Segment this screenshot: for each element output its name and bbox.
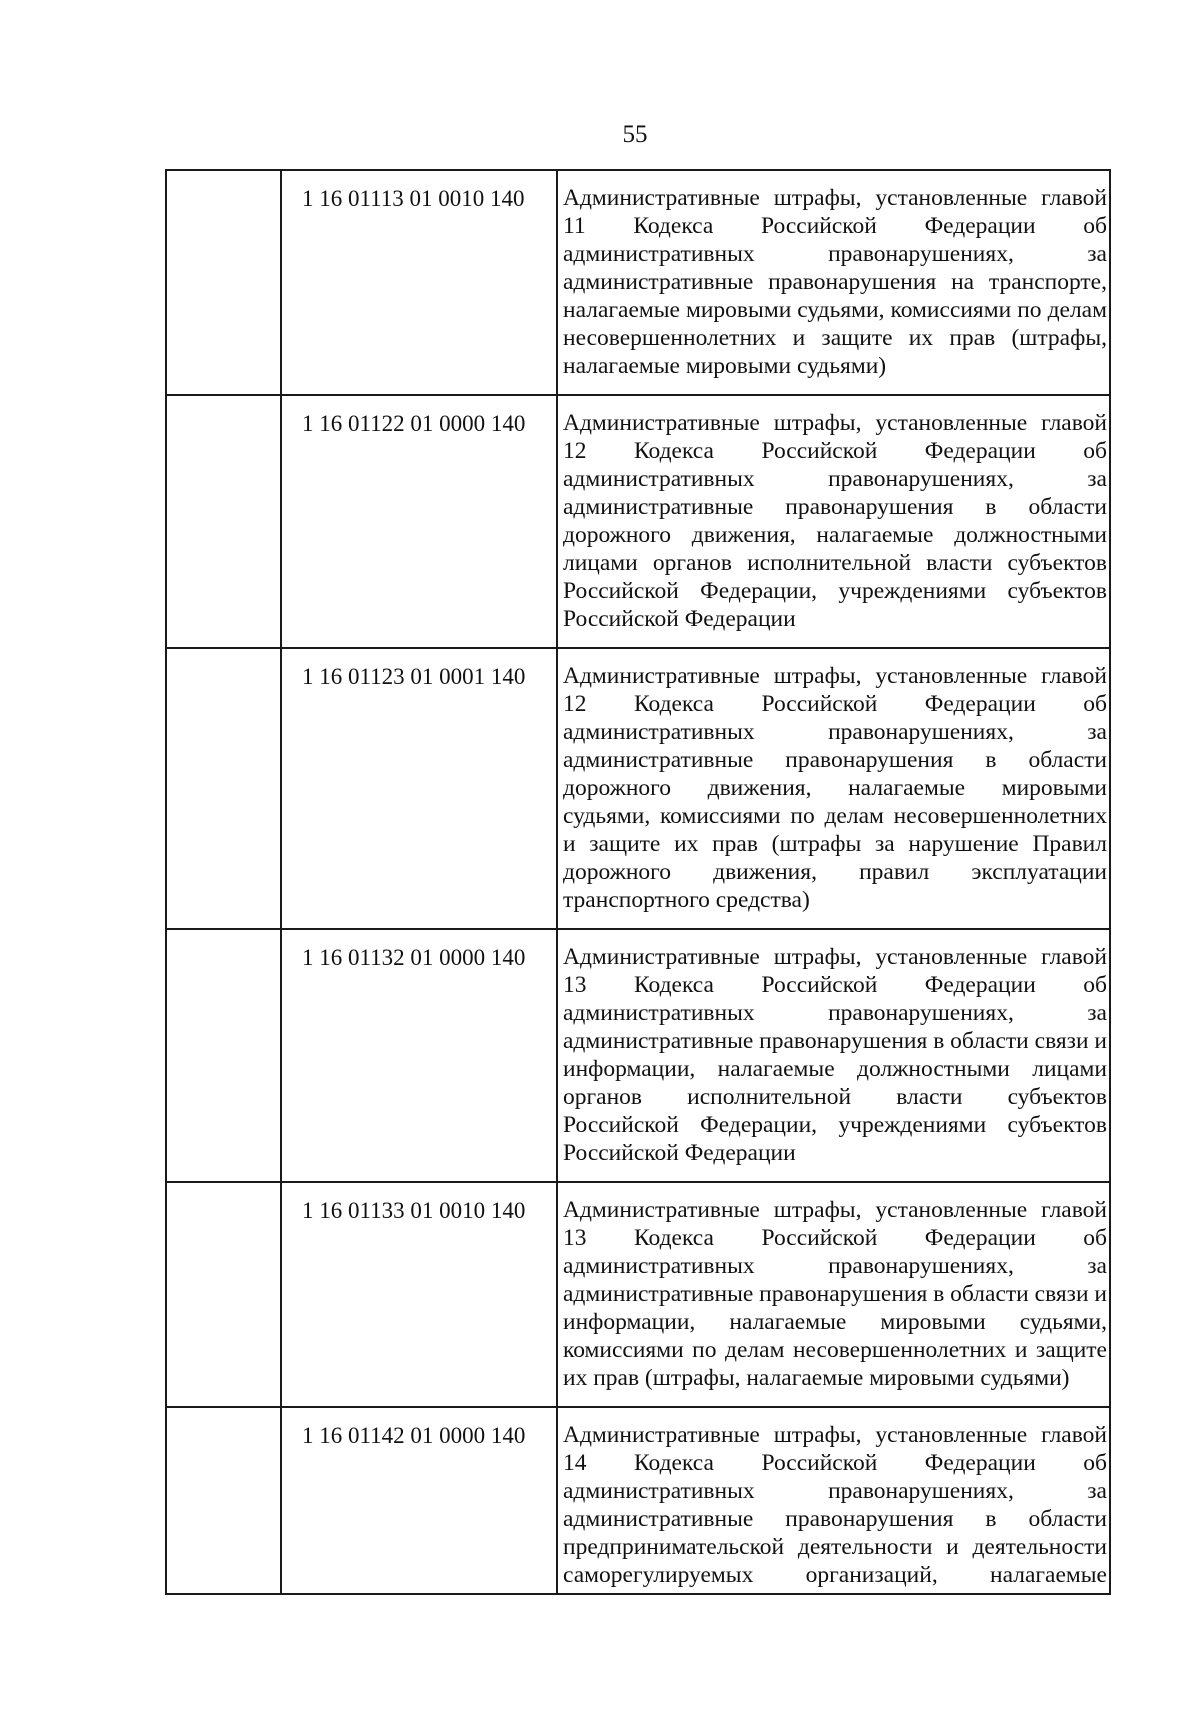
description-cell: Административные штрафы, установленные главой 13 Кодекса Российской Федерации об административных правонарушениях, за административные правонарушения в области связи и информации, налагаемые мировыми судьями, комиссиями по делам несовершеннолетних и защите их прав (штрафы, налагаемые мировыми судьями)	[557, 1182, 1110, 1407]
table-row	[166, 1407, 1110, 1594]
budget-code-cell: 1 16 01123 01 0001 140	[281, 648, 557, 929]
admin-code-cell	[166, 170, 281, 395]
budget-code-cell: 1 16 01122 01 0000 140	[281, 395, 557, 648]
budget-codes-table	[165, 169, 1111, 1595]
description-cell: Административные штрафы, установленные главой 14 Кодекса Российской Федерации об административных правонарушениях, за административные правонарушения в области предпринимательской деятельности и деятельности саморегулируемых организаций, налагаемые	[557, 1407, 1110, 1594]
table-row	[166, 1182, 1110, 1407]
page-number: 55	[622, 121, 648, 148]
admin-code-cell	[166, 1407, 281, 1594]
description-cell: Административные штрафы, установленные главой 12 Кодекса Российской Федерации об административных правонарушениях, за административные правонарушения в области дорожного движения, налагаемые мировыми судьями, комиссиями по делам несовершеннолетних и защите их прав (штрафы за нарушение Правил дорожного движения, правил эксплуатации транспортного средства)	[557, 648, 1110, 929]
budget-code-cell: 1 16 01113 01 0010 140	[281, 170, 557, 395]
admin-code-cell	[166, 395, 281, 648]
budget-code-cell: 1 16 01133 01 0010 140	[281, 1182, 557, 1407]
description-cell: Административные штрафы, установленные главой 11 Кодекса Российской Федерации об административных правонарушениях, за административные правонарушения на транспорте, налагаемые мировыми судьями, комиссиями по делам несовершеннолетних и защите их прав (штрафы, налагаемые мировыми судьями)	[557, 170, 1110, 395]
admin-code-cell	[166, 648, 281, 929]
table-row	[166, 929, 1110, 1182]
budget-code-cell: 1 16 01132 01 0000 140	[281, 929, 557, 1182]
description-cell: Административные штрафы, установленные главой 13 Кодекса Российской Федерации об административных правонарушениях, за административные правонарушения в области связи и информации, налагаемые должностными лицами органов исполнительной власти субъектов Российской Федерации, учреждениями субъектов Российской Федерации	[557, 929, 1110, 1182]
budget-code-cell: 1 16 01142 01 0000 140	[281, 1407, 557, 1594]
table-row	[166, 170, 1110, 395]
description-cell: Административные штрафы, установленные главой 12 Кодекса Российской Федерации об административных правонарушениях, за административные правонарушения в области дорожного движения, налагаемые должностными лицами органов исполнительной власти субъектов Российской Федерации, учреждениями субъектов Российской Федерации	[557, 395, 1110, 648]
table-row	[166, 648, 1110, 929]
admin-code-cell	[166, 929, 281, 1182]
admin-code-cell	[166, 1182, 281, 1407]
table-row	[166, 395, 1110, 648]
